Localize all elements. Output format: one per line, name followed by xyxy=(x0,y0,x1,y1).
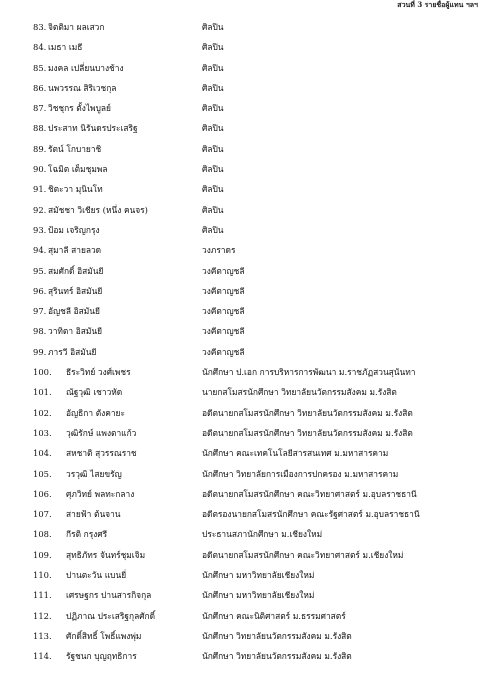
item-number: 113. xyxy=(33,630,52,641)
person-role: ศิลปิน xyxy=(202,204,224,215)
person-role: อดีตรองนายกสโมสรนักศึกษา คณะรัฐศาสตร์ ม.อุบลราชธานี xyxy=(202,509,420,520)
person-name: นพวรรณ สิริเวชกุล xyxy=(48,82,117,93)
list-item xyxy=(0,447,482,467)
page-header: สวนที่ 3 รายชื่อผู้แทน ฯลฯ xyxy=(397,0,478,9)
item-number: 92. xyxy=(33,204,47,215)
person-role: นักศึกษา วิทยาลัยนวัตกรรมสังคม ม.รังสิต xyxy=(202,630,352,641)
list-item xyxy=(0,102,482,122)
person-role: นักศึกษา คณะเทคโนโลยีสารสนเทศ ม.มหาสารคาม xyxy=(202,448,389,459)
person-name: โฉมิต เต็มชุมพล xyxy=(48,164,108,175)
item-number: 105. xyxy=(33,468,52,479)
list-item xyxy=(0,285,482,305)
item-number: 114. xyxy=(33,651,52,662)
person-role: ศิลปิน xyxy=(202,22,224,32)
item-number: 112. xyxy=(33,610,52,621)
person-role: อดีตนายกสโมสรนักศึกษา คณะวิทยาศาสตร์ ม.อุบลราชธานี xyxy=(202,488,417,499)
person-name: รัตน์ โกบายาชิ xyxy=(48,143,102,154)
person-role: วงภราดร xyxy=(202,245,236,256)
item-number: 110. xyxy=(33,570,52,581)
list-item xyxy=(0,204,482,224)
list-item xyxy=(0,183,482,203)
person-role: นักศึกษา วิทยาลัยนวัตกรรมสังคม ม.รังสิต xyxy=(202,651,352,662)
person-role: ศิลปิน xyxy=(202,184,224,195)
person-name: ศักดิ์สิทธิ์ โพธิ์แพงพุ่ม xyxy=(66,630,142,641)
signatory-list xyxy=(0,21,482,671)
item-number: 94. xyxy=(33,245,47,256)
item-number: 99. xyxy=(33,346,47,357)
person-name: ปานตะวัน แบนยี่ xyxy=(66,570,127,581)
person-role: วงคีตาญชลี xyxy=(202,265,245,276)
list-item xyxy=(0,528,482,548)
item-number: 91. xyxy=(33,184,47,195)
person-name: วรวุฒิ ไสยขรัญ xyxy=(66,468,122,479)
person-name: อัญชลี อิสมันยี xyxy=(48,306,100,317)
item-number: 98. xyxy=(33,326,47,337)
person-role: วงคีตาญชลี xyxy=(202,326,245,337)
person-name: เศรษฐกร ปานสารกิจกุล xyxy=(66,590,152,601)
item-number: 101. xyxy=(33,387,52,398)
person-name: ป้อม เจริญกรุง xyxy=(48,224,100,235)
list-item xyxy=(0,650,482,670)
list-item xyxy=(0,325,482,345)
person-name: สุทธิภัทร จันทร์ชุมเจิม xyxy=(66,549,146,560)
item-number: 93. xyxy=(33,224,47,235)
person-name: อัญธิกา ตังคายะ xyxy=(66,407,125,418)
item-number: 88. xyxy=(33,123,47,134)
item-number: 107. xyxy=(33,509,52,520)
person-role: ศิลปิน xyxy=(202,82,224,93)
list-item xyxy=(0,143,482,163)
item-number: 97. xyxy=(33,306,47,317)
list-item xyxy=(0,346,482,366)
item-number: 111. xyxy=(33,590,52,601)
item-number: 96. xyxy=(33,285,47,296)
list-item xyxy=(0,62,482,82)
item-number: 90. xyxy=(33,164,47,175)
list-item xyxy=(0,589,482,609)
person-name: สมัชชา วิเชียร (หนึ่ง คนจร) xyxy=(48,204,148,215)
person-role: ศิลปิน xyxy=(202,103,224,114)
person-name: สายฟ้า ต้นจาน xyxy=(66,509,121,520)
person-role: อดีตนายกสโมสรนักศึกษา วิทยาลัยนวัตกรรมสังคม ม.รังสิต xyxy=(202,427,413,438)
list-item xyxy=(0,244,482,264)
list-item xyxy=(0,488,482,508)
list-item xyxy=(0,265,482,285)
list-item xyxy=(0,21,482,41)
list-item xyxy=(0,610,482,630)
item-number: 102. xyxy=(33,407,52,418)
person-role: นักศึกษา มหาวิทยาลัยเชียงใหม่ xyxy=(202,570,315,581)
person-role: นักศึกษา คณะนิติศาสตร์ ม.ธรรมศาสตร์ xyxy=(202,610,346,621)
list-item xyxy=(0,366,482,386)
person-role: ศิลปิน xyxy=(202,224,224,235)
person-name: วิชชุกร ตั้งไพบูลย์ xyxy=(48,103,111,114)
item-number: 108. xyxy=(33,529,52,540)
person-name: ชิตะวา มุนินโท xyxy=(48,184,103,195)
person-role: ศิลปิน xyxy=(202,164,224,175)
person-name: ศุภวิทย์ พลทะกลาง xyxy=(66,488,135,499)
item-number: 103. xyxy=(33,427,52,438)
list-item xyxy=(0,122,482,142)
person-role: วงคีตาญชลี xyxy=(202,306,245,317)
person-name: เมธา เมธี xyxy=(48,42,83,53)
person-name: วุฒิรักษ์ แพงตาแก้ว xyxy=(66,427,137,438)
person-role: นักศึกษา วิทยาลัยการเมืองการปกครอง ม.มหาสารคาม xyxy=(202,468,399,479)
person-name: ภารวี อิสมันยี xyxy=(48,346,97,357)
person-name: วาทิตา อิสมันยี xyxy=(48,326,103,337)
person-name: สุรินทร์ อิสมันยี xyxy=(48,285,103,296)
list-item xyxy=(0,407,482,427)
person-role: อดีตนายกสโมสรนักศึกษา คณะวิทยาศาสตร์ ม.เชียงใหม่ xyxy=(202,549,404,560)
item-number: 106. xyxy=(33,488,52,499)
list-item xyxy=(0,549,482,569)
item-number: 109. xyxy=(33,549,52,560)
person-role: ประธานสภานักศึกษา ม.เชียงใหม่ xyxy=(202,529,323,540)
person-role: นายกสโมสรนักศึกษา วิทยาลัยนวัตกรรมสังคม ม.รังสิต xyxy=(202,387,397,398)
list-item xyxy=(0,82,482,102)
person-name: ธีระวิทย์ วงศ์เพชร xyxy=(66,367,131,378)
list-item xyxy=(0,386,482,406)
list-item xyxy=(0,569,482,589)
person-name: มงคล เปลี่ยนบางช้าง xyxy=(48,62,124,73)
list-item xyxy=(0,163,482,183)
item-number: 86. xyxy=(33,82,47,93)
person-name: สหชาติ สุวรรณราช xyxy=(66,448,137,459)
person-name: ณัฐวุฒิ เชาวหัด xyxy=(66,387,123,398)
item-number: 95. xyxy=(33,265,47,276)
person-role: ศิลปิน xyxy=(202,62,224,73)
list-item xyxy=(0,508,482,528)
list-item xyxy=(0,427,482,447)
person-role: นักศึกษา มหาวิทยาลัยเชียงใหม่ xyxy=(202,590,315,601)
person-name: สุมาลี สายลวด xyxy=(48,245,102,256)
person-name: ปฏิภาณ ประเสริฐกุลศักดิ์ xyxy=(66,610,156,621)
person-role: ศิลปิน xyxy=(202,42,224,53)
person-role: นักศึกษา ป.เอก การบริหารการพัฒนา ม.ราชภัฏสวนสุนันทา xyxy=(202,367,416,378)
person-name: สมศักดิ์ อิสมันยี xyxy=(48,265,104,276)
person-name: จิตติมา ผลเสวก xyxy=(48,22,105,32)
person-role: วงคีตาญชลี xyxy=(202,346,245,357)
list-item xyxy=(0,224,482,244)
item-number: 100. xyxy=(33,367,52,378)
item-number: 85. xyxy=(33,62,47,73)
list-item xyxy=(0,305,482,325)
item-number: 104. xyxy=(33,448,52,459)
item-number: 89. xyxy=(33,143,47,154)
person-role: อดีตนายกสโมสรนักศึกษา วิทยาลัยนวัตกรรมสังคม ม.รังสิต xyxy=(202,407,413,418)
item-number: 84. xyxy=(33,42,47,53)
person-name: กีรติ กรุงศรี xyxy=(66,529,108,540)
item-number: 87. xyxy=(33,103,47,114)
list-item xyxy=(0,630,482,650)
item-number: 83. xyxy=(33,22,47,32)
person-role: วงคีตาญชลี xyxy=(202,285,245,296)
list-item xyxy=(0,468,482,488)
person-role: ศิลปิน xyxy=(202,123,224,134)
person-name: รัฐชนก บุญฤทธิการ xyxy=(66,651,137,662)
list-item xyxy=(0,41,482,61)
person-name: ประสาท นิรันดรประเสริฐ xyxy=(48,123,138,134)
person-role: ศิลปิน xyxy=(202,143,224,154)
